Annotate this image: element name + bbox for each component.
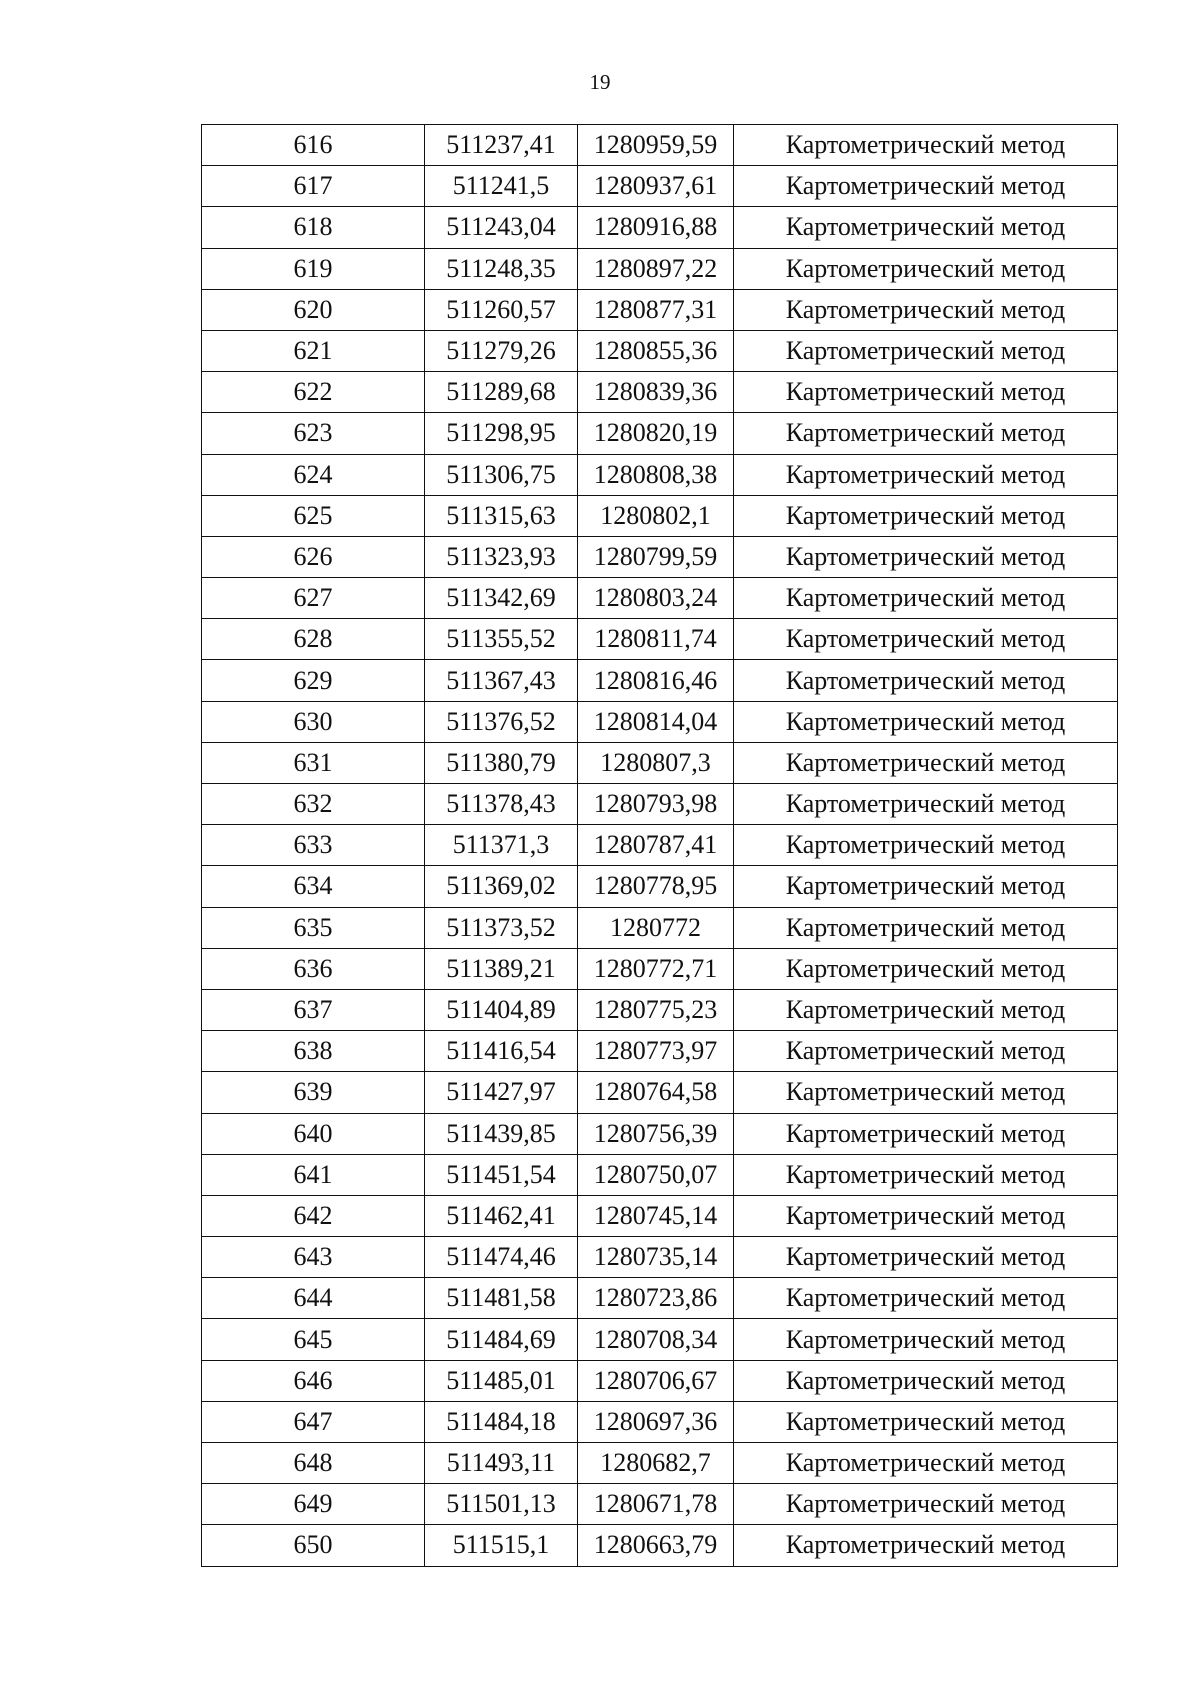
x-coordinate-cell: 511378,43 [425, 784, 578, 825]
table-row [202, 207, 1118, 248]
point-number-cell: 637 [202, 989, 425, 1030]
y-coordinate-cell: 1280802,1 [578, 495, 734, 536]
method-cell: Картометрический метод [734, 825, 1118, 866]
y-coordinate-cell: 1280916,88 [578, 207, 734, 248]
table-row [202, 1443, 1118, 1484]
method-cell: Картометрический метод [734, 784, 1118, 825]
point-number-cell: 639 [202, 1072, 425, 1113]
table-row [202, 989, 1118, 1030]
table-row [202, 825, 1118, 866]
y-coordinate-cell: 1280877,31 [578, 289, 734, 330]
y-coordinate-cell: 1280745,14 [578, 1195, 734, 1236]
x-coordinate-cell: 511462,41 [425, 1195, 578, 1236]
x-coordinate-cell: 511373,52 [425, 907, 578, 948]
y-coordinate-cell: 1280708,34 [578, 1319, 734, 1360]
x-coordinate-cell: 511371,3 [425, 825, 578, 866]
x-coordinate-cell: 511289,68 [425, 372, 578, 413]
x-coordinate-cell: 511485,01 [425, 1360, 578, 1401]
method-cell: Картометрический метод [734, 619, 1118, 660]
point-number-cell: 641 [202, 1154, 425, 1195]
method-cell: Картометрический метод [734, 1319, 1118, 1360]
method-cell: Картометрический метод [734, 989, 1118, 1030]
y-coordinate-cell: 1280706,67 [578, 1360, 734, 1401]
x-coordinate-cell: 511355,52 [425, 619, 578, 660]
table-row [202, 784, 1118, 825]
table-row [202, 289, 1118, 330]
y-coordinate-cell: 1280787,41 [578, 825, 734, 866]
x-coordinate-cell: 511380,79 [425, 742, 578, 783]
point-number-cell: 630 [202, 701, 425, 742]
table-row [202, 495, 1118, 536]
x-coordinate-cell: 511248,35 [425, 248, 578, 289]
method-cell: Картометрический метод [734, 907, 1118, 948]
table-row [202, 578, 1118, 619]
x-coordinate-cell: 511474,46 [425, 1237, 578, 1278]
table-row [202, 948, 1118, 989]
method-cell: Картометрический метод [734, 125, 1118, 166]
y-coordinate-cell: 1280671,78 [578, 1484, 734, 1525]
y-coordinate-cell: 1280793,98 [578, 784, 734, 825]
method-cell: Картометрический метод [734, 413, 1118, 454]
y-coordinate-cell: 1280772,71 [578, 948, 734, 989]
table-row [202, 1484, 1118, 1525]
method-cell: Картометрический метод [734, 660, 1118, 701]
method-cell: Картометрический метод [734, 948, 1118, 989]
point-number-cell: 644 [202, 1278, 425, 1319]
table-row [202, 330, 1118, 371]
method-cell: Картометрический метод [734, 1360, 1118, 1401]
method-cell: Картометрический метод [734, 207, 1118, 248]
method-cell: Картометрический метод [734, 578, 1118, 619]
table-row [202, 742, 1118, 783]
y-coordinate-cell: 1280756,39 [578, 1113, 734, 1154]
table-row [202, 619, 1118, 660]
point-number-cell: 627 [202, 578, 425, 619]
point-number-cell: 617 [202, 166, 425, 207]
x-coordinate-cell: 511376,52 [425, 701, 578, 742]
y-coordinate-cell: 1280773,97 [578, 1031, 734, 1072]
point-number-cell: 631 [202, 742, 425, 783]
point-number-cell: 619 [202, 248, 425, 289]
x-coordinate-cell: 511493,11 [425, 1443, 578, 1484]
method-cell: Картометрический метод [734, 1278, 1118, 1319]
x-coordinate-cell: 511404,89 [425, 989, 578, 1030]
point-number-cell: 638 [202, 1031, 425, 1072]
point-number-cell: 634 [202, 866, 425, 907]
point-number-cell: 616 [202, 125, 425, 166]
y-coordinate-cell: 1280682,7 [578, 1443, 734, 1484]
method-cell: Картометрический метод [734, 536, 1118, 577]
point-number-cell: 635 [202, 907, 425, 948]
table-row [202, 1031, 1118, 1072]
x-coordinate-cell: 511243,04 [425, 207, 578, 248]
table-row [202, 125, 1118, 166]
method-cell: Картометрический метод [734, 1154, 1118, 1195]
point-number-cell: 632 [202, 784, 425, 825]
y-coordinate-cell: 1280778,95 [578, 866, 734, 907]
table-row [202, 536, 1118, 577]
x-coordinate-cell: 511389,21 [425, 948, 578, 989]
method-cell: Картометрический метод [734, 742, 1118, 783]
method-cell: Картометрический метод [734, 248, 1118, 289]
method-cell: Картометрический метод [734, 289, 1118, 330]
x-coordinate-cell: 511369,02 [425, 866, 578, 907]
y-coordinate-cell: 1280820,19 [578, 413, 734, 454]
y-coordinate-cell: 1280814,04 [578, 701, 734, 742]
x-coordinate-cell: 511237,41 [425, 125, 578, 166]
table-row [202, 1237, 1118, 1278]
x-coordinate-cell: 511306,75 [425, 454, 578, 495]
x-coordinate-cell: 511501,13 [425, 1484, 578, 1525]
method-cell: Картометрический метод [734, 866, 1118, 907]
point-number-cell: 650 [202, 1525, 425, 1566]
table-row [202, 701, 1118, 742]
table-row [202, 1113, 1118, 1154]
x-coordinate-cell: 511439,85 [425, 1113, 578, 1154]
point-number-cell: 640 [202, 1113, 425, 1154]
y-coordinate-cell: 1280897,22 [578, 248, 734, 289]
page-number: 19 [589, 70, 611, 94]
method-cell: Картометрический метод [734, 1237, 1118, 1278]
x-coordinate-cell: 511427,97 [425, 1072, 578, 1113]
method-cell: Картометрический метод [734, 1113, 1118, 1154]
point-number-cell: 645 [202, 1319, 425, 1360]
point-number-cell: 633 [202, 825, 425, 866]
table-row [202, 1072, 1118, 1113]
point-number-cell: 649 [202, 1484, 425, 1525]
point-number-cell: 618 [202, 207, 425, 248]
table-row [202, 1360, 1118, 1401]
method-cell: Картометрический метод [734, 1443, 1118, 1484]
point-number-cell: 629 [202, 660, 425, 701]
y-coordinate-cell: 1280816,46 [578, 660, 734, 701]
x-coordinate-cell: 511484,69 [425, 1319, 578, 1360]
point-number-cell: 625 [202, 495, 425, 536]
table-row [202, 413, 1118, 454]
table-row [202, 1154, 1118, 1195]
method-cell: Картометрический метод [734, 1031, 1118, 1072]
y-coordinate-cell: 1280937,61 [578, 166, 734, 207]
method-cell: Картометрический метод [734, 330, 1118, 371]
y-coordinate-cell: 1280807,3 [578, 742, 734, 783]
table-row [202, 248, 1118, 289]
point-number-cell: 622 [202, 372, 425, 413]
y-coordinate-cell: 1280663,79 [578, 1525, 734, 1566]
y-coordinate-cell: 1280772 [578, 907, 734, 948]
point-number-cell: 624 [202, 454, 425, 495]
y-coordinate-cell: 1280959,59 [578, 125, 734, 166]
y-coordinate-cell: 1280735,14 [578, 1237, 734, 1278]
method-cell: Картометрический метод [734, 1195, 1118, 1236]
x-coordinate-cell: 511315,63 [425, 495, 578, 536]
x-coordinate-cell: 511481,58 [425, 1278, 578, 1319]
coordinates-table [201, 124, 1118, 1567]
method-cell: Картометрический метод [734, 166, 1118, 207]
x-coordinate-cell: 511298,95 [425, 413, 578, 454]
y-coordinate-cell: 1280697,36 [578, 1401, 734, 1442]
y-coordinate-cell: 1280799,59 [578, 536, 734, 577]
table-row [202, 166, 1118, 207]
point-number-cell: 628 [202, 619, 425, 660]
point-number-cell: 636 [202, 948, 425, 989]
point-number-cell: 642 [202, 1195, 425, 1236]
y-coordinate-cell: 1280775,23 [578, 989, 734, 1030]
table-row [202, 454, 1118, 495]
y-coordinate-cell: 1280750,07 [578, 1154, 734, 1195]
point-number-cell: 623 [202, 413, 425, 454]
y-coordinate-cell: 1280723,86 [578, 1278, 734, 1319]
point-number-cell: 621 [202, 330, 425, 371]
table-row [202, 1278, 1118, 1319]
y-coordinate-cell: 1280808,38 [578, 454, 734, 495]
y-coordinate-cell: 1280839,36 [578, 372, 734, 413]
y-coordinate-cell: 1280803,24 [578, 578, 734, 619]
method-cell: Картометрический метод [734, 1525, 1118, 1566]
y-coordinate-cell: 1280811,74 [578, 619, 734, 660]
table-row [202, 1401, 1118, 1442]
method-cell: Картометрический метод [734, 454, 1118, 495]
method-cell: Картометрический метод [734, 495, 1118, 536]
table-row [202, 1195, 1118, 1236]
point-number-cell: 646 [202, 1360, 425, 1401]
coordinates-table-body [202, 125, 1118, 1567]
table-row [202, 1525, 1118, 1566]
x-coordinate-cell: 511323,93 [425, 536, 578, 577]
method-cell: Картометрический метод [734, 1484, 1118, 1525]
point-number-cell: 647 [202, 1401, 425, 1442]
method-cell: Картометрический метод [734, 372, 1118, 413]
x-coordinate-cell: 511416,54 [425, 1031, 578, 1072]
point-number-cell: 648 [202, 1443, 425, 1484]
x-coordinate-cell: 511451,54 [425, 1154, 578, 1195]
y-coordinate-cell: 1280855,36 [578, 330, 734, 371]
method-cell: Картометрический метод [734, 1401, 1118, 1442]
point-number-cell: 620 [202, 289, 425, 330]
x-coordinate-cell: 511515,1 [425, 1525, 578, 1566]
x-coordinate-cell: 511279,26 [425, 330, 578, 371]
table-row [202, 372, 1118, 413]
table-row [202, 907, 1118, 948]
x-coordinate-cell: 511260,57 [425, 289, 578, 330]
table-row [202, 866, 1118, 907]
x-coordinate-cell: 511367,43 [425, 660, 578, 701]
x-coordinate-cell: 511241,5 [425, 166, 578, 207]
table-row [202, 1319, 1118, 1360]
point-number-cell: 643 [202, 1237, 425, 1278]
point-number-cell: 626 [202, 536, 425, 577]
y-coordinate-cell: 1280764,58 [578, 1072, 734, 1113]
x-coordinate-cell: 511342,69 [425, 578, 578, 619]
table-row [202, 660, 1118, 701]
method-cell: Картометрический метод [734, 701, 1118, 742]
method-cell: Картометрический метод [734, 1072, 1118, 1113]
x-coordinate-cell: 511484,18 [425, 1401, 578, 1442]
